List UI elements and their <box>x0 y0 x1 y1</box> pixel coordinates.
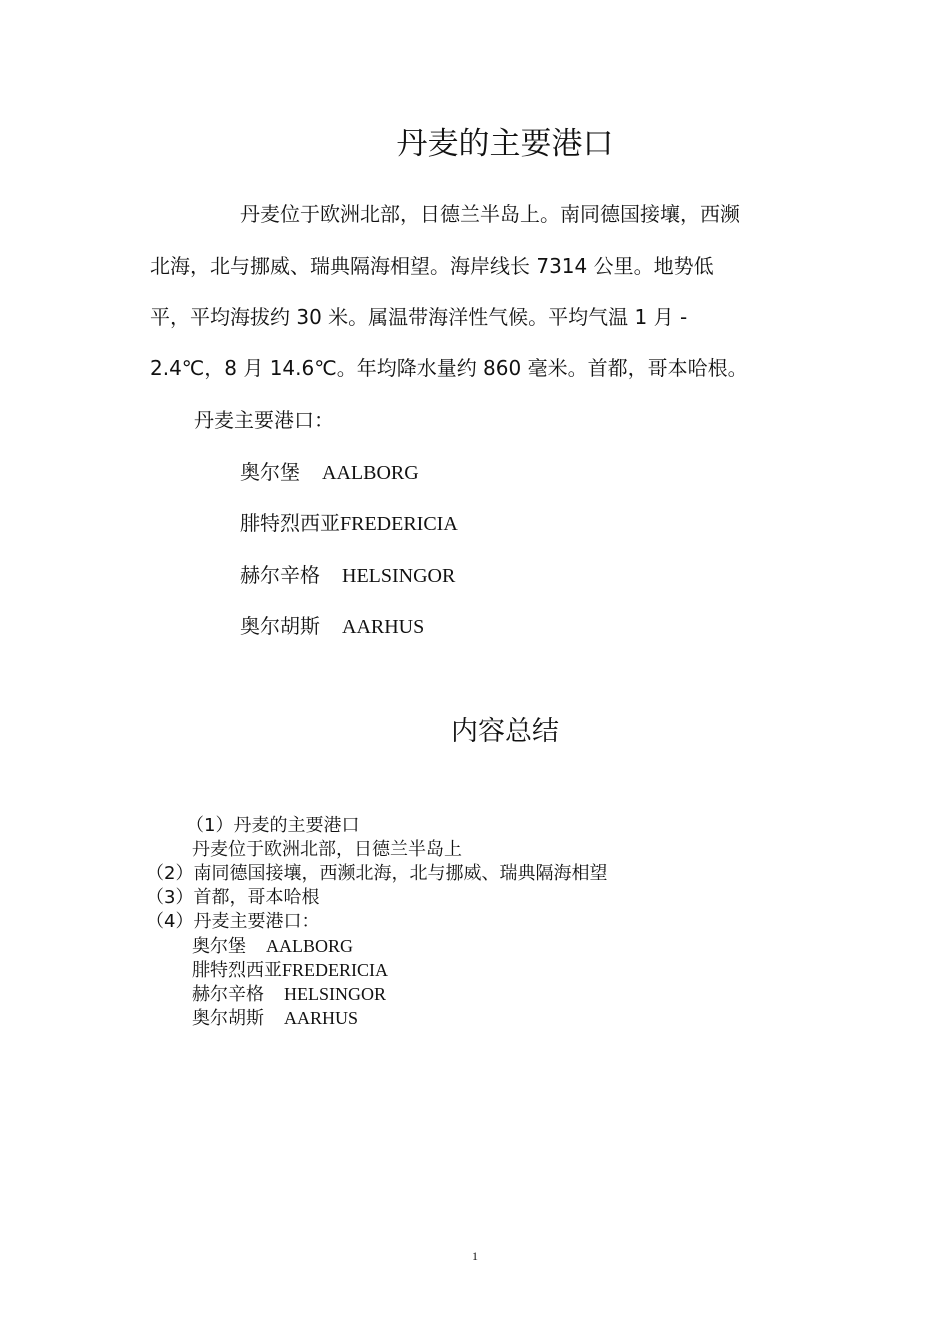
intro-line-2: 北海，北与挪威、瑞典隔海相望。海岸线长 7314 公里。地势低 <box>150 254 714 278</box>
summary-port-en: AARHUS <box>284 1008 359 1028</box>
summary-port-en: HELSINGOR <box>284 984 386 1004</box>
port-name-en: HELSINGOR <box>342 565 456 587</box>
summary-line-5: （4）丹麦主要港口： <box>146 911 320 932</box>
intro-line-4: 2.4℃，8 月 14.6℃。年均降水量约 860 毫米。首都，哥本哈根。 <box>150 356 748 380</box>
summary-port-item <box>192 982 386 1007</box>
document-title: 丹麦的主要港口 <box>396 126 614 162</box>
port-item <box>240 456 419 489</box>
summary-port-en: FREDERICIA <box>282 960 389 980</box>
ports-heading: 丹麦主要港口： <box>194 408 334 432</box>
port-name-en: AARHUS <box>342 616 425 638</box>
summary-line-3: （2）南同德国接壤，西濒北海，北与挪威、瑞典隔海相望 <box>146 863 608 884</box>
summary-port-cn: 赫尔辛格 <box>192 984 264 1005</box>
summary-port-item <box>192 1006 358 1031</box>
port-name-en: FREDERICIA <box>340 513 458 535</box>
summary-port-item <box>192 934 353 959</box>
summary-port-cn: 腓特烈西亚 <box>192 960 282 981</box>
summary-line-4: （3）首都，哥本哈根 <box>146 887 320 908</box>
port-name-cn: 腓特烈西亚 <box>240 511 340 535</box>
summary-line-2: 丹麦位于欧洲北部，日德兰半岛上 <box>192 839 462 860</box>
summary-port-item <box>192 958 388 983</box>
port-name-cn: 奥尔胡斯 <box>240 614 320 638</box>
summary-title: 内容总结 <box>451 716 559 747</box>
page-number: 1 <box>472 1249 478 1263</box>
port-name-cn: 奥尔堡 <box>240 460 300 484</box>
port-name-cn: 赫尔辛格 <box>240 563 320 587</box>
summary-port-en: AALBORG <box>266 936 354 956</box>
intro-line-3: 平，平均海拔约 30 米。属温带海洋性气候。平均气温 1 月 - <box>150 305 688 329</box>
summary-port-cn: 奥尔堡 <box>192 936 246 957</box>
port-item <box>240 507 458 540</box>
port-item <box>240 610 424 643</box>
intro-line-1: 丹麦位于欧洲北部，日德兰半岛上。南同德国接壤，西濒 <box>240 202 740 226</box>
summary-port-cn: 奥尔胡斯 <box>192 1008 264 1029</box>
port-item <box>240 559 455 592</box>
port-name-en: AALBORG <box>322 462 419 484</box>
summary-line-1: （1）丹麦的主要港口 <box>186 815 360 836</box>
